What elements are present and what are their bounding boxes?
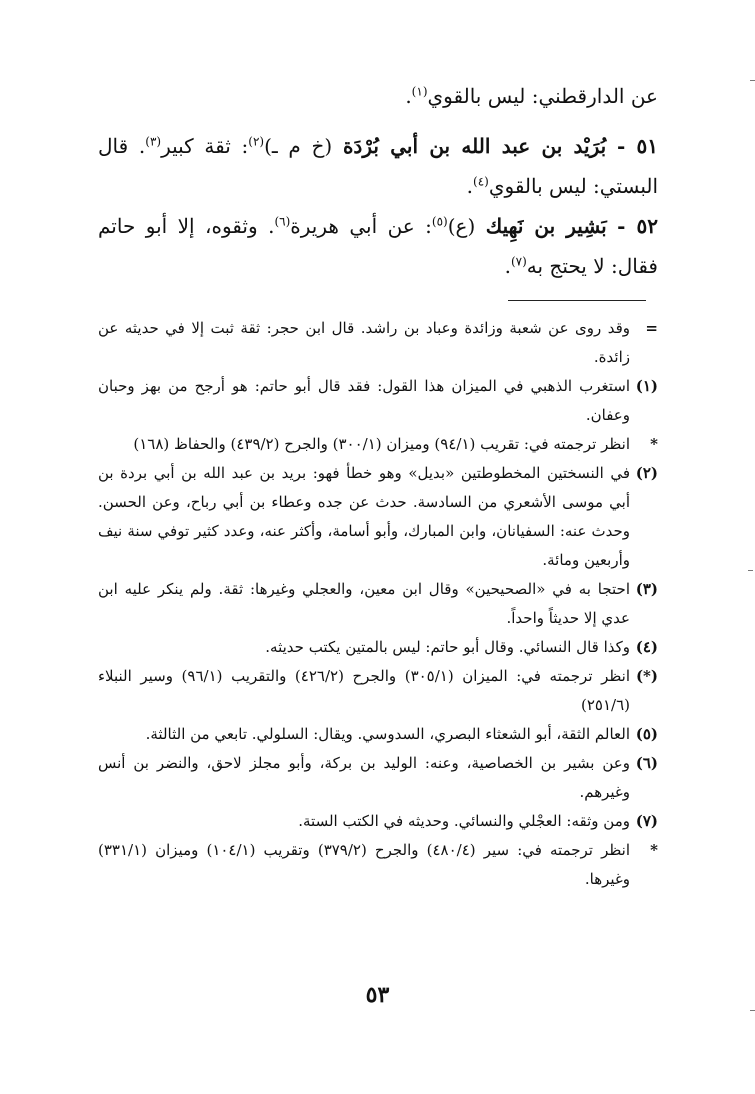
footnote-text: انظر ترجمته في: سير (٤٨٠/٤) والجرح (٣٧٩/٢) وتقريب (١٠٤/١) وميزان (٣٣١/١) وغيرها. xyxy=(98,841,630,888)
footnote-marker: (١) xyxy=(635,377,658,395)
scan-edge-mark xyxy=(748,570,753,571)
entry-number: ٥١ - xyxy=(616,134,659,158)
footnote-separator xyxy=(508,300,646,301)
entry-51: ٥١ - بُرَيْد بن عبد الله بن أبي بُرْدَة (خ م ـ)$^{(٢)}$: ثقة كبير$^{(٣)}$. قال البستي: ليس بالقوي$^{(٤)}$. xyxy=(98,134,659,198)
footnote xyxy=(98,430,658,459)
main-text xyxy=(98,76,658,116)
footnote-text: استغرب الذهبي في الميزان هذا القول: فقد قال أبو حاتم: هو أرجح من بهز وحبان وعفان. xyxy=(98,377,630,424)
footnote-ref: (٤) xyxy=(473,174,489,189)
footnote xyxy=(98,662,658,720)
entry-52: ٥٢ - بَشِير بن نَهِيك (ع)$^{(٥)}$: عن أبي هريرة$^{(٦)}$. وثقوه، إلا أبو حاتم فقال: لا يحتج به$^{(٧)}$. xyxy=(98,214,658,278)
footnote-ref: (٧) xyxy=(510,254,527,269)
footnote-text: انظر ترجمته في: الميزان (٣٠٥/١) والجرح (٤٢٦/٢) والتقريب (٩٦/١) وسير النبلاء (٢٥١/٦) xyxy=(98,667,631,714)
entry-name: بَشِير بن نَهِيك xyxy=(485,214,607,238)
footnote xyxy=(98,372,658,430)
entry-tag: (ع) xyxy=(447,214,476,238)
footnote xyxy=(98,720,658,749)
footnote-marker: * xyxy=(650,841,658,859)
footnote xyxy=(98,575,658,633)
entry-text: . قال البستي: ليس بالقوي xyxy=(98,134,658,198)
footnote-text: ومن وثقه: العجْلي والنسائي. وحديثه في الكتب الستة. xyxy=(298,812,630,830)
footnote-marker: (٣) xyxy=(635,580,658,598)
footnote-ref: (١) xyxy=(411,84,428,99)
entry-text: : ثقة كبير xyxy=(161,134,249,158)
footnote-marker: (٧) xyxy=(635,812,658,830)
footnote-marker: (٤) xyxy=(635,638,658,656)
scan-edge-mark xyxy=(750,80,755,81)
footnote xyxy=(98,314,658,372)
entry-name: بُرَيْد بن عبد الله بن أبي بُرْدَة xyxy=(342,134,607,158)
entry-text: . وثقوه، إلا أبو حاتم فقال: لا يحتج به xyxy=(98,214,658,278)
footnote-ref: (٦) xyxy=(274,214,291,229)
footnote-ref: (٥) xyxy=(431,214,448,229)
footnote-marker: = xyxy=(645,319,658,337)
footnote-text: انظر ترجمته في: تقريب (٩٤/١) وميزان (٣٠٠/١) والجرح (٤٣٩/٢) والحفاظ (١٦٨) xyxy=(133,435,630,453)
footnote-ref: (٢) xyxy=(248,134,265,149)
footnote-marker: (٥) xyxy=(635,725,658,743)
continuation-text: عن الدارقطني: ليس بالقوي xyxy=(427,84,658,108)
footnote xyxy=(98,749,658,807)
footnote xyxy=(98,807,658,836)
continuation-line: عن الدارقطني: ليس بالقوي$^{(١)}$. xyxy=(405,84,658,108)
footnote-text: وكذا قال النسائي. وقال أبو حاتم: ليس بالمتين يكتب حديثه. xyxy=(265,638,630,656)
entry-text: : عن أبي هريرة xyxy=(290,214,432,238)
footnote-marker: (٦) xyxy=(635,754,658,772)
footnote-text: وعن بشير بن الخصاصية، وعنه: الوليد بن بركة، وأبو مجلز لاحق، والنضر بن أنس وغيرهم. xyxy=(98,754,630,801)
entry-number: ٥٢ - xyxy=(617,214,658,238)
footnote-text: في النسختين المخطوطتين «بديل» وهو خطأ فهو: بريد بن عبد الله بن أبي بردة بن أبي موسى الأشعري من السادسة. حدث عن جده وعطاء بن أبي رباح، وعن الحسن. وحدث عنه: السفيانان، وابن المبارك، وأبو أسامة، وأكثر عنه، وعدد كثير توفي سنة نيف وأربعين ومائة. xyxy=(98,464,630,569)
footnote-marker: (٢) xyxy=(635,464,658,482)
footnote-text: احتجا به في «الصحيحين» وقال ابن معين، والعجلي وغيرها: ثقة. ولم ينكر عليه ابن عدي إلا حديثاً واحداً. xyxy=(98,580,630,627)
footnote xyxy=(98,459,658,575)
footnote-ref: (٣) xyxy=(145,134,162,149)
footnote-text: العالم الثقة، أبو الشعثاء البصري، السدوسي. ويقال: السلولي. تابعي من الثالثة. xyxy=(145,725,630,743)
footnotes xyxy=(98,314,658,894)
scan-edge-mark xyxy=(750,1010,755,1011)
footnote-marker: (*) xyxy=(635,667,658,685)
footnote-text: وقد روى عن شعبة وزائدة وعباد بن راشد. قال ابن حجر: ثقة ثبت إلا في حديثه عن زائدة. xyxy=(98,319,630,366)
footnote-marker: * xyxy=(650,435,658,453)
footnote xyxy=(98,836,658,894)
entry-tag: (خ م ـ) xyxy=(264,134,333,158)
footnote xyxy=(98,633,658,662)
page-number: ٥٣ xyxy=(365,982,390,1008)
